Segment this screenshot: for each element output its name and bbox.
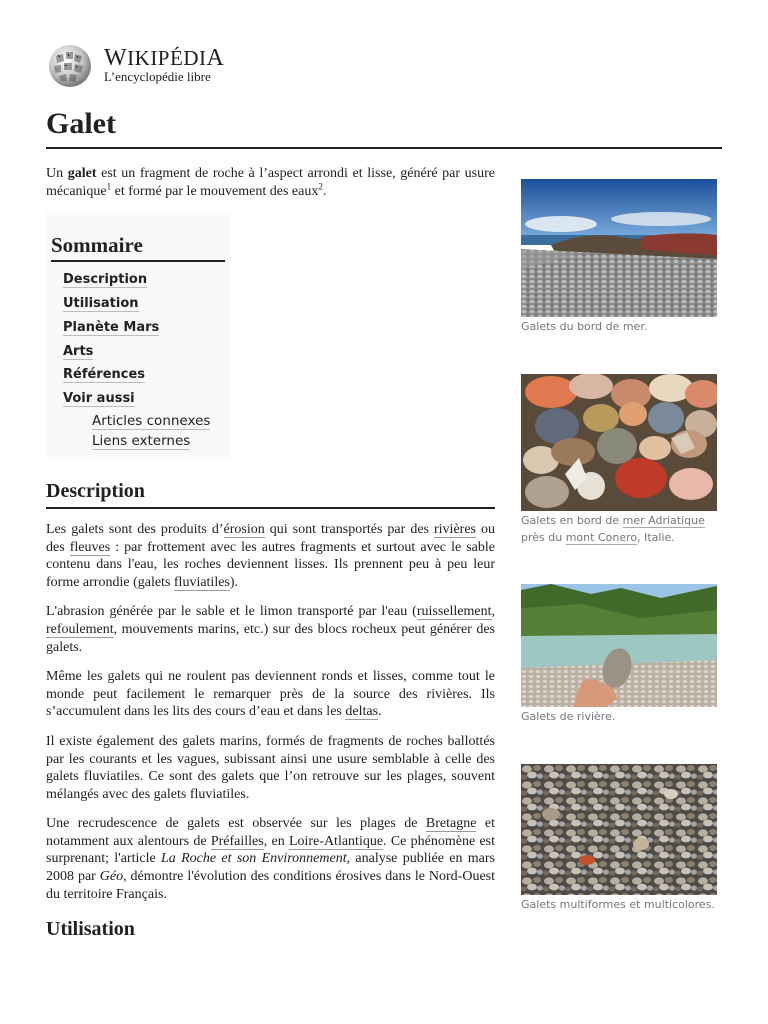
text-run: L'abrasion générée par le sable et le limon transporté par l'eau ( — [46, 604, 417, 620]
text-run: ). — [229, 574, 239, 590]
wikipedia-globe-icon — [46, 44, 94, 88]
toc-item-planete-mars[interactable] — [63, 316, 225, 340]
text-run: . — [378, 704, 382, 720]
article-body — [46, 165, 495, 957]
adriatic-pebbles-image[interactable] — [521, 374, 717, 511]
description-paragraph-3 — [46, 668, 495, 721]
toc-item-label: Description — [63, 272, 148, 288]
text-run: , démontre l'évolution des conditions érosives dans le Nord-Ouest du territoire Français. — [46, 869, 495, 902]
reference-sup[interactable]: 1 — [106, 180, 112, 191]
toc-item-label: Liens externes — [92, 432, 191, 449]
figure-caption — [521, 513, 717, 546]
toc-item-label: Voir aussi — [63, 391, 135, 407]
wikipedia-wordmark — [104, 47, 224, 69]
italic-title: La Roche et son Environnement — [161, 851, 347, 867]
text-run: . Ce phénomène est surprenant; l'article — [46, 833, 495, 867]
multicolor-pebbles-image[interactable] — [521, 764, 717, 895]
section-heading-description: Description — [46, 477, 495, 509]
toc-item-description[interactable] — [63, 268, 225, 292]
toc-item-articles-connexes[interactable] — [92, 411, 225, 431]
text-run: qui sont transportés par des — [264, 521, 434, 537]
text-run: . — [322, 183, 327, 199]
toc-item-references[interactable] — [63, 363, 225, 387]
text-run: Galets du bord de mer. — [521, 320, 648, 333]
text-run: , — [491, 604, 495, 620]
inline-link[interactable]: mont Conero — [565, 530, 638, 544]
inline-link[interactable]: ruissellement — [416, 604, 492, 620]
description-paragraph-5 — [46, 815, 495, 903]
text-run: ou des — [46, 521, 495, 555]
river-pebbles-image[interactable] — [521, 584, 717, 707]
text-run: , en — [263, 833, 289, 849]
toc-item-voir-aussi[interactable] — [63, 387, 225, 411]
figure-caption — [521, 897, 717, 914]
description-paragraph-2 — [46, 603, 495, 656]
toc-item-label: Utilisation — [63, 295, 139, 311]
intro-paragraph — [46, 165, 495, 200]
inline-link[interactable]: deltas — [345, 704, 379, 720]
text-run: Un — [46, 166, 68, 181]
text-run: et formé par le mouvement des eaux — [111, 183, 319, 199]
text-run: Il existe également des galets marins, formés de fragments de roches ballottés par les courants et les vagues, subissant ainsi une usure semblable à celle des galets fluviatiles. Ce sont des galets que l’on retrouve sur les plages, souvent mélangés avec des galets fluviatiles. — [46, 733, 495, 802]
toc-item-label: Articles connexes — [92, 412, 211, 429]
page-title: Galet — [46, 104, 722, 149]
inline-link[interactable]: rivières — [434, 521, 476, 537]
sea-pebbles-image[interactable] — [521, 179, 717, 317]
description-paragraph-1 — [46, 521, 495, 591]
toc-title: Sommaire — [51, 232, 225, 262]
inline-link[interactable]: mer Adriatique — [622, 514, 705, 527]
text-run: Une recrudescence de galets est observée sur les plages de — [46, 816, 426, 832]
figure-caption — [521, 709, 717, 726]
figure-multicolor-pebbles — [521, 764, 717, 914]
wikipedia-tagline: L’encyclopédie libre — [104, 69, 211, 84]
figure-river-pebbles — [521, 584, 717, 726]
text-run: près du — [521, 530, 566, 544]
text-run: Galets de rivière. — [521, 710, 616, 723]
text-run: , analyse publiée en mars 2008 par — [46, 851, 495, 885]
section-heading-utilisation: Utilisation — [46, 918, 135, 941]
wordmark-initial: W — [104, 45, 128, 71]
text-run: , mouvements marins, etc.) sur des blocs rocheux peut générer des galets. — [46, 621, 495, 655]
inline-link[interactable]: Préfailles — [210, 833, 264, 849]
wordmark-final: A — [206, 45, 225, 71]
inline-link[interactable]: Bretagne — [425, 816, 477, 832]
text-run: Galets multiformes et multicolores. — [521, 898, 715, 911]
inline-link[interactable]: fleuves — [69, 539, 111, 555]
italic-title: Géo — [99, 869, 124, 885]
figure-caption — [521, 319, 717, 336]
text-run: Même les galets qui ne roulent pas deviennent ronds et lisses, comme tout le monde peut facilement le remarquer près de la source des rivières. Ils s’accumulent dans les lits des cours d’eau et dans les — [46, 669, 495, 720]
text-run: Galets en bord de — [521, 514, 623, 527]
figure-adriatic-pebbles — [521, 374, 717, 546]
wikipedia-logo[interactable] — [46, 44, 224, 88]
inline-link[interactable]: fluviatiles — [173, 574, 230, 590]
toc-item-arts[interactable] — [63, 340, 225, 364]
toc-item-utilisation[interactable] — [63, 292, 225, 316]
text-run: et notamment aux alentours de — [46, 816, 495, 849]
toc-item-label: Arts — [63, 343, 94, 359]
inline-link[interactable]: refoulement — [46, 621, 114, 637]
toc-item-liens-externes[interactable] — [92, 431, 225, 451]
reference-sup[interactable]: 2 — [318, 180, 323, 191]
table-of-contents — [46, 212, 231, 459]
inline-link[interactable]: Loire-Atlantique — [288, 833, 384, 849]
toc-item-label: Planète Mars — [63, 319, 160, 335]
description-paragraph-4 — [46, 733, 495, 803]
figure-sea-pebbles — [521, 179, 717, 336]
bold-term: galet — [67, 166, 97, 181]
text-run: est un fragment de roche à l’aspect arrondi et lisse, généré par usure mécanique — [46, 166, 495, 199]
text-run: Les galets sont des produits d’ — [46, 521, 224, 537]
text-run: , Italie. — [637, 530, 675, 544]
toc-item-label: Références — [63, 367, 146, 383]
text-run: : par frottement avec les autres fragments et surtout avec le sable contenu dans l'eau, les roches deviennent lisses. Ils prennent peu à peu leur forme arrondie (galets — [46, 539, 495, 590]
inline-link[interactable]: érosion — [223, 521, 265, 537]
wordmark-middle: IKIPÉDI — [127, 46, 207, 70]
